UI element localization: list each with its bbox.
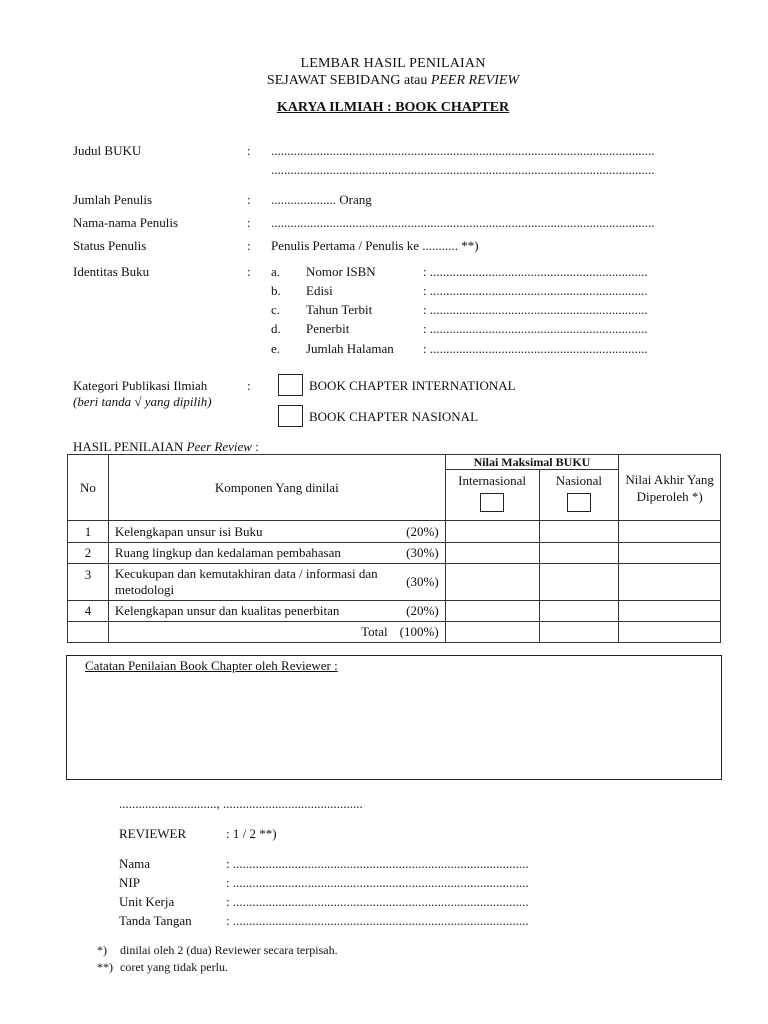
row-komponen: [108, 543, 445, 564]
colon: :: [247, 378, 251, 393]
sig-nama-field[interactable]: : ...........................................................................................: [226, 856, 529, 871]
identitas-num: a.: [271, 264, 281, 279]
status-label: Status Penulis: [73, 238, 147, 253]
penerbit-field[interactable]: : ...................................................................: [423, 321, 648, 336]
identitas-item-label: Edisi: [306, 283, 333, 298]
row-komponen: [108, 521, 445, 543]
row-komponen-text: Kecukupan dan kemutakhiran data / informasi dan metodologi: [114, 566, 378, 597]
reviewer-label: REVIEWER: [119, 826, 187, 841]
option-nasional-label: BOOK CHAPTER NASIONAL: [309, 409, 479, 424]
hasil-heading: [73, 439, 259, 455]
row-pct: (20%): [406, 523, 439, 539]
row-no: 1: [68, 521, 109, 543]
sig-ttd-field[interactable]: : ...........................................................................................: [226, 913, 529, 928]
international-checkbox[interactable]: [278, 374, 303, 396]
cell-nilai-akhir[interactable]: [619, 564, 721, 601]
colon: :: [247, 192, 251, 207]
sig-ttd-label: Tanda Tangan: [119, 913, 192, 928]
hasil-text: HASIL PENILAIAN: [73, 439, 187, 454]
total-internasional[interactable]: [445, 622, 539, 643]
cell-nasional[interactable]: [539, 521, 619, 543]
sig-nip-label: NIP: [119, 875, 140, 890]
internasional-label: Internasional: [458, 473, 527, 488]
identitas-item-label: Nomor ISBN: [306, 264, 376, 279]
row-komponen-text: Kelengkapan unsur dan kualitas penerbitan: [114, 603, 340, 618]
cell-internasional[interactable]: [445, 564, 539, 601]
jumlah-field[interactable]: .................... Orang: [271, 192, 372, 207]
kategori-label: Kategori Publikasi Ilmiah: [73, 378, 208, 393]
row-no: 2: [68, 543, 109, 564]
table-row: [68, 521, 721, 543]
total-row: [68, 622, 721, 643]
identitas-item-label: Jumlah Halaman: [306, 341, 394, 356]
sig-nip-field[interactable]: : ...........................................................................................: [226, 875, 529, 890]
footnote-text-2: coret yang tidak perlu.: [120, 960, 228, 974]
hasil-italic: Peer Review: [186, 439, 252, 454]
halaman-field[interactable]: : ...................................................................: [423, 341, 648, 356]
header-internasional: [445, 470, 539, 521]
tahun-field[interactable]: : ...................................................................: [423, 302, 648, 317]
total-nilai-akhir[interactable]: [619, 622, 721, 643]
jumlah-label: Jumlah Penulis: [73, 192, 153, 207]
form-subtitle: [0, 73, 768, 89]
header-no: No: [68, 455, 109, 521]
total-label: Total: [361, 624, 388, 639]
catatan-label: Catatan Penilaian Book Chapter oleh Reviewer :: [85, 658, 338, 673]
identitas-item-label: Penerbit: [306, 321, 350, 336]
assessment-table: [67, 454, 721, 643]
table-row: [68, 543, 721, 564]
identitas-num: d.: [271, 321, 281, 336]
row-komponen: [108, 601, 445, 622]
footnote-mark-2: **): [97, 960, 113, 974]
footnote-mark-1: *): [97, 943, 107, 957]
kategori-note: (beri tanda √ yang dipilih): [73, 394, 212, 409]
judul-label: Judul BUKU: [73, 143, 142, 158]
cell-nasional[interactable]: [539, 543, 619, 564]
internasional-value-box[interactable]: [480, 493, 504, 512]
row-no: 4: [68, 601, 109, 622]
sig-unit-label: Unit Kerja: [119, 894, 175, 909]
isbn-field[interactable]: : ...................................................................: [423, 264, 648, 279]
row-pct: (30%): [406, 545, 439, 560]
footnote-text-1: dinilai oleh 2 (dua) Reviewer secara terpisah.: [120, 943, 338, 957]
judul-field-line1[interactable]: ......................................................................................................................: [271, 143, 655, 158]
identitas-num: c.: [271, 302, 281, 317]
row-komponen-text: Kelengkapan unsur isi Buku: [114, 523, 263, 539]
form-heading: KARYA ILMIAH : BOOK CHAPTER: [276, 100, 510, 115]
row-pct: (30%): [406, 574, 439, 589]
row-komponen-text: Ruang lingkup dan kedalaman pembahasan: [114, 545, 341, 560]
total-label-cell: [108, 622, 445, 643]
cell-nasional[interactable]: [539, 564, 619, 601]
total-nasional[interactable]: [539, 622, 619, 643]
colon: :: [247, 264, 251, 279]
colon: :: [247, 143, 251, 158]
edisi-field[interactable]: : ...................................................................: [423, 283, 648, 298]
cell-internasional[interactable]: [445, 601, 539, 622]
header-komponen: Komponen Yang dinilai: [108, 455, 445, 521]
identitas-num: b.: [271, 283, 281, 298]
colon: :: [247, 215, 251, 230]
hasil-suffix: :: [251, 439, 259, 454]
nama-penulis-field[interactable]: ......................................................................................................................: [271, 215, 655, 230]
header-nasional: [539, 470, 619, 521]
reviewer-number[interactable]: : 1 / 2 **): [226, 826, 277, 841]
subtitle-italic: PEER REVIEW: [430, 73, 520, 88]
table-row: [68, 564, 721, 601]
cell-nilai-akhir[interactable]: [619, 601, 721, 622]
identitas-num: e.: [271, 341, 281, 356]
cell-internasional[interactable]: [445, 521, 539, 543]
row-no: 3: [68, 564, 109, 601]
nasional-value-box[interactable]: [567, 493, 591, 512]
total-pct: (100%): [399, 624, 439, 639]
nama-penulis-label: Nama-nama Penulis: [73, 215, 179, 230]
nasional-label: Nasional: [555, 473, 603, 488]
header-nilai-maks: Nilai Maksimal BUKU: [445, 455, 619, 470]
option-international-label: BOOK CHAPTER INTERNATIONAL: [309, 378, 516, 393]
sig-nama-label: Nama: [119, 856, 151, 871]
place-date-field[interactable]: .............................., ...........................................: [119, 796, 363, 811]
cell-nilai-akhir[interactable]: [619, 543, 721, 564]
catatan-box[interactable]: [66, 655, 722, 780]
subtitle-text: SEJAWAT SEBIDANG atau: [266, 73, 431, 88]
nasional-checkbox[interactable]: [278, 405, 303, 427]
colon: :: [247, 238, 251, 253]
identitas-label: Identitas Buku: [73, 264, 150, 279]
cell-nilai-akhir[interactable]: [619, 521, 721, 543]
table-row: [68, 601, 721, 622]
row-komponen: [108, 564, 445, 601]
header-nilai-akhir: Nilai Akhir Yang Diperoleh *): [619, 455, 721, 521]
status-field[interactable]: Penulis Pertama / Penulis ke ........... **): [271, 238, 479, 253]
form-title: LEMBAR HASIL PENILAIAN: [300, 56, 486, 71]
row-pct: (20%): [406, 603, 439, 618]
sig-unit-field[interactable]: : ...........................................................................................: [226, 894, 529, 909]
total-no: [68, 622, 109, 643]
judul-field-line2[interactable]: ......................................................................................................................: [271, 162, 655, 177]
cell-internasional[interactable]: [445, 543, 539, 564]
identitas-item-label: Tahun Terbit: [306, 302, 373, 317]
cell-nasional[interactable]: [539, 601, 619, 622]
